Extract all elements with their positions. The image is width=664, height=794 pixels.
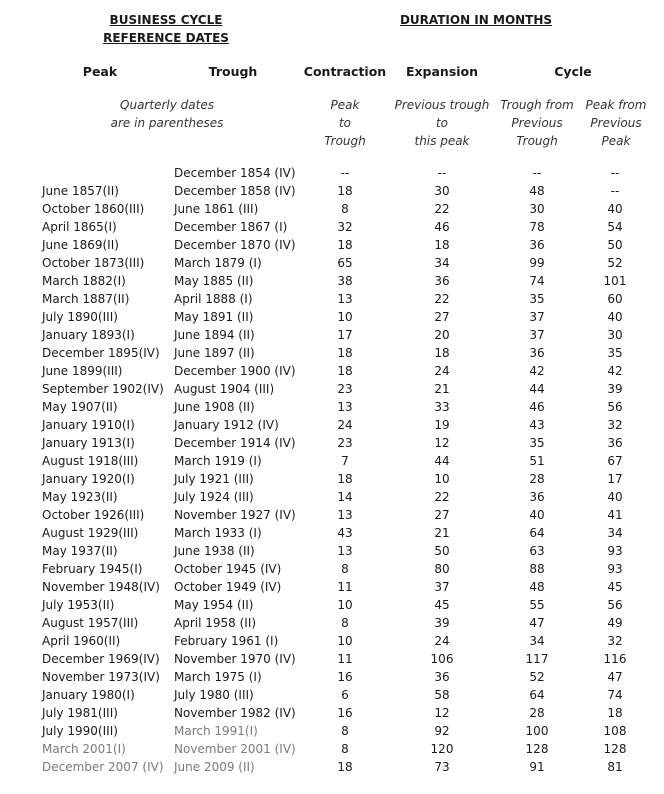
table-row (0, 524, 664, 542)
business-cycle-title: BUSINESS CYCLE (109, 13, 223, 27)
cycle-trough-months: 43 (529, 418, 545, 432)
expansion-months: 22 (434, 202, 450, 216)
table-row (0, 416, 664, 434)
expansion-months: 10 (434, 472, 450, 486)
table-row (0, 398, 664, 416)
table-row (0, 632, 664, 650)
contraction-note-line1: Peak (330, 98, 360, 112)
quarterly-note-line1: Quarterly dates (120, 98, 214, 112)
table-row (0, 560, 664, 578)
contraction-months: 6 (341, 688, 349, 702)
contraction-months: 8 (341, 562, 349, 576)
cycle-trough-months: 35 (529, 436, 545, 450)
trough-date: August 1904 (III) (174, 382, 275, 396)
expansion-months: -- (437, 166, 447, 180)
trough-date: March 1933 (I) (174, 526, 262, 540)
contraction-months: 13 (337, 508, 353, 522)
expansion-months: 37 (434, 580, 450, 594)
table-row (0, 596, 664, 614)
cycle-trough-months: 35 (529, 292, 545, 306)
reference-dates-table (0, 164, 664, 776)
cycle-trough-months: 100 (525, 724, 549, 738)
trough-date: December 1870 (IV) (174, 238, 296, 252)
trough-date: June 1894 (II) (174, 328, 255, 342)
peak-date: April 1960(II) (42, 634, 121, 648)
peak-date: December 2007 (IV) (42, 760, 164, 774)
table-row (0, 740, 664, 758)
duration-in-months-title: DURATION IN MONTHS (399, 13, 553, 27)
expansion-months: 27 (434, 508, 450, 522)
expansion-months: 22 (434, 490, 450, 504)
cycle-peak-months: -- (610, 166, 620, 180)
contraction-months: 8 (341, 202, 349, 216)
table-row (0, 614, 664, 632)
expansion-months: 39 (434, 616, 450, 630)
table-row (0, 200, 664, 218)
trough-date: May 1891 (II) (174, 310, 254, 324)
cycle-trough-months: 44 (529, 382, 545, 396)
table-row (0, 344, 664, 362)
expansion-months: 33 (434, 400, 450, 414)
expansion-months: 106 (430, 652, 454, 666)
expansion-months: 20 (434, 328, 450, 342)
expansion-note (392, 96, 492, 150)
expansion-months: 27 (434, 310, 450, 324)
peak-date: October 1860(III) (42, 202, 145, 216)
contraction-months: 8 (341, 616, 349, 630)
table-row (0, 470, 664, 488)
trough-date: May 1885 (II) (174, 274, 254, 288)
contraction-months: 17 (337, 328, 353, 342)
peak-date: July 1981(III) (42, 706, 118, 720)
cycle-peak-months: 116 (603, 652, 627, 666)
expansion-months: 46 (434, 220, 450, 234)
cycle-peak-months: 74 (607, 688, 623, 702)
table-row (0, 722, 664, 740)
peak-date: September 1902(IV) (42, 382, 164, 396)
contraction-months: 13 (337, 400, 353, 414)
trough-date: February 1961 (I) (174, 634, 279, 648)
peak-date: January 1980(I) (42, 688, 135, 702)
cycle-peak-months: 67 (607, 454, 623, 468)
cycle-peak-months: 81 (607, 760, 623, 774)
cycle-trough-months: 64 (529, 688, 545, 702)
expansion-months: 44 (434, 454, 450, 468)
contraction-months: 7 (341, 454, 349, 468)
table-row (0, 488, 664, 506)
trough-date: December 1867 (I) (174, 220, 288, 234)
column-header-cycle: Cycle (554, 64, 592, 79)
cycle-trough-months: 64 (529, 526, 545, 540)
expansion-months: 120 (430, 742, 454, 756)
cycle-peak-note-line2: Previous (590, 116, 642, 130)
peak-date: November 1948(IV) (42, 580, 160, 594)
contraction-months: 38 (337, 274, 353, 288)
contraction-months: 23 (337, 436, 353, 450)
expansion-note-line1: Previous trough (394, 98, 490, 112)
peak-date: October 1873(III) (42, 256, 145, 270)
column-header-expansion: Expansion (405, 64, 479, 79)
cycle-trough-months: 36 (529, 490, 545, 504)
cycle-peak-months: 41 (607, 508, 623, 522)
contraction-months: 8 (341, 724, 349, 738)
trough-date: December 1914 (IV) (174, 436, 296, 450)
trough-date: October 1949 (IV) (174, 580, 282, 594)
expansion-months: 24 (434, 364, 450, 378)
cycle-trough-months: 48 (529, 580, 545, 594)
cycle-trough-months: 51 (529, 454, 545, 468)
cycle-peak-months: -- (610, 184, 620, 198)
cycle-trough-months: 37 (529, 310, 545, 324)
peak-date: August 1929(III) (42, 526, 139, 540)
cycle-trough-months: 52 (529, 670, 545, 684)
expansion-months: 30 (434, 184, 450, 198)
cycle-trough-months: 117 (525, 652, 549, 666)
contraction-months: 11 (337, 580, 353, 594)
expansion-months: 21 (434, 382, 450, 396)
trough-date: March 1919 (I) (174, 454, 262, 468)
cycle-trough-months: 37 (529, 328, 545, 342)
expansion-months: 18 (434, 238, 450, 252)
expansion-months: 21 (434, 526, 450, 540)
contraction-months: 16 (337, 706, 353, 720)
cycle-trough-months: 63 (529, 544, 545, 558)
contraction-months: 18 (337, 184, 353, 198)
expansion-months: 73 (434, 760, 450, 774)
table-row (0, 668, 664, 686)
cycle-trough-months: 36 (529, 238, 545, 252)
trough-date: November 1970 (IV) (174, 652, 296, 666)
cycle-trough-months: 74 (529, 274, 545, 288)
cycle-trough-months: 99 (529, 256, 545, 270)
expansion-months: 12 (434, 706, 450, 720)
contraction-months: 10 (337, 598, 353, 612)
table-row (0, 452, 664, 470)
quarterly-note (100, 96, 234, 132)
peak-date: July 1990(III) (42, 724, 118, 738)
cycle-trough-months: -- (532, 166, 542, 180)
contraction-months: 43 (337, 526, 353, 540)
table-row (0, 272, 664, 290)
contraction-months: 18 (337, 364, 353, 378)
peak-date: March 1882(I) (42, 274, 126, 288)
peak-date: July 1890(III) (42, 310, 118, 324)
table-row (0, 380, 664, 398)
contraction-months: 11 (337, 652, 353, 666)
cycle-peak-months: 40 (607, 202, 623, 216)
trough-date: July 1980 (III) (174, 688, 254, 702)
cycle-peak-months: 40 (607, 310, 623, 324)
expansion-months: 80 (434, 562, 450, 576)
expansion-months: 50 (434, 544, 450, 558)
trough-date: June 1861 (III) (174, 202, 259, 216)
contraction-months: 13 (337, 292, 353, 306)
cycle-peak-months: 56 (607, 598, 623, 612)
contraction-months: 18 (337, 238, 353, 252)
expansion-months: 36 (434, 670, 450, 684)
table-row (0, 578, 664, 596)
expansion-months: 45 (434, 598, 450, 612)
contraction-months: 10 (337, 634, 353, 648)
cycle-trough-months: 36 (529, 346, 545, 360)
cycle-peak-note-line3: Peak (601, 134, 631, 148)
trough-date: March 1975 (I) (174, 670, 262, 684)
peak-date: June 1857(II) (42, 184, 119, 198)
cycle-peak-months: 30 (607, 328, 623, 342)
contraction-months: 23 (337, 382, 353, 396)
table-row (0, 758, 664, 776)
cycle-trough-months: 42 (529, 364, 545, 378)
peak-date: April 1865(I) (42, 220, 117, 234)
cycle-trough-months: 88 (529, 562, 545, 576)
peak-date: December 1895(IV) (42, 346, 160, 360)
cycle-peak-months: 32 (607, 418, 623, 432)
contraction-months: 16 (337, 670, 353, 684)
peak-date: March 2001(I) (42, 742, 126, 756)
cycle-trough-months: 40 (529, 508, 545, 522)
cycle-trough-note-line3: Trough (516, 134, 558, 148)
trough-date: November 1982 (IV) (174, 706, 296, 720)
peak-date: May 1907(II) (42, 400, 118, 414)
trough-date: November 2001 (IV) (174, 742, 296, 756)
table-row (0, 290, 664, 308)
peak-date: August 1957(III) (42, 616, 139, 630)
cycle-peak-months: 47 (607, 670, 623, 684)
cycle-peak-months: 50 (607, 238, 623, 252)
trough-date: June 1897 (II) (174, 346, 255, 360)
contraction-months: 32 (337, 220, 353, 234)
contraction-months: 8 (341, 742, 349, 756)
peak-date: November 1973(IV) (42, 670, 160, 684)
table-row (0, 236, 664, 254)
trough-date: July 1924 (III) (174, 490, 254, 504)
peak-date: October 1926(III) (42, 508, 145, 522)
cycle-peak-months: 40 (607, 490, 623, 504)
table-row (0, 164, 664, 182)
cycle-peak-months: 32 (607, 634, 623, 648)
cycle-trough-months: 28 (529, 706, 545, 720)
trough-date: December 1854 (IV) (174, 166, 296, 180)
expansion-note-line2: to (435, 116, 449, 130)
expansion-months: 18 (434, 346, 450, 360)
cycle-trough-months: 78 (529, 220, 545, 234)
trough-date: June 1938 (II) (174, 544, 255, 558)
trough-date: June 1908 (II) (174, 400, 255, 414)
cycle-peak-months: 18 (607, 706, 623, 720)
contraction-months: 65 (337, 256, 353, 270)
table-row (0, 686, 664, 704)
peak-date: June 1869(II) (42, 238, 119, 252)
contraction-months: 13 (337, 544, 353, 558)
contraction-months: 18 (337, 472, 353, 486)
table-row (0, 362, 664, 380)
trough-date: December 1858 (IV) (174, 184, 296, 198)
trough-date: December 1900 (IV) (174, 364, 296, 378)
cycle-peak-months: 128 (603, 742, 627, 756)
cycle-trough-months: 47 (529, 616, 545, 630)
expansion-months: 22 (434, 292, 450, 306)
peak-date: January 1910(I) (42, 418, 135, 432)
column-header-peak: Peak (82, 64, 118, 79)
table-row (0, 542, 664, 560)
trough-date: May 1954 (II) (174, 598, 254, 612)
cycle-peak-months: 36 (607, 436, 623, 450)
cycle-peak-months: 93 (607, 544, 623, 558)
expansion-months: 24 (434, 634, 450, 648)
table-row (0, 218, 664, 236)
trough-date: October 1945 (IV) (174, 562, 282, 576)
contraction-months: 18 (337, 346, 353, 360)
cycle-peak-months: 17 (607, 472, 623, 486)
quarterly-note-line2: are in parentheses (110, 116, 224, 130)
column-header-contraction: Contraction (303, 64, 387, 79)
contraction-note-line3: Trough (324, 134, 366, 148)
cycle-peak-months: 34 (607, 526, 623, 540)
cycle-peak-months: 52 (607, 256, 623, 270)
cycle-trough-months: 46 (529, 400, 545, 414)
cycle-peak-months: 42 (607, 364, 623, 378)
cycle-trough-months: 30 (529, 202, 545, 216)
peak-date: August 1918(III) (42, 454, 139, 468)
cycle-trough-note (496, 96, 578, 150)
cycle-peak-months: 45 (607, 580, 623, 594)
cycle-trough-note-line2: Previous (511, 116, 563, 130)
table-row (0, 254, 664, 272)
peak-date: February 1945(I) (42, 562, 143, 576)
peak-date: May 1937(II) (42, 544, 118, 558)
table-row (0, 434, 664, 452)
cycle-peak-months: 49 (607, 616, 623, 630)
trough-date: April 1888 (I) (174, 292, 253, 306)
contraction-note (310, 96, 380, 150)
cycle-peak-months: 101 (603, 274, 627, 288)
expansion-months: 19 (434, 418, 450, 432)
contraction-note-line2: to (338, 116, 352, 130)
cycle-peak-months: 39 (607, 382, 623, 396)
peak-date: May 1923(II) (42, 490, 118, 504)
trough-date: January 1912 (IV) (174, 418, 279, 432)
cycle-peak-months: 108 (603, 724, 627, 738)
expansion-months: 58 (434, 688, 450, 702)
table-row (0, 704, 664, 722)
peak-date: January 1913(I) (42, 436, 135, 450)
peak-date: July 1953(II) (42, 598, 115, 612)
table-row (0, 326, 664, 344)
expansion-note-line3: this peak (414, 134, 470, 148)
trough-date: March 1991(I) (174, 724, 258, 738)
cycle-peak-months: 56 (607, 400, 623, 414)
cycle-trough-months: 28 (529, 472, 545, 486)
trough-date: November 1927 (IV) (174, 508, 296, 522)
cycle-peak-months: 35 (607, 346, 623, 360)
peak-date: June 1899(III) (42, 364, 123, 378)
peak-date: January 1893(I) (42, 328, 135, 342)
column-header-trough: Trough (208, 64, 258, 79)
contraction-months: 24 (337, 418, 353, 432)
expansion-months: 12 (434, 436, 450, 450)
reference-dates-title: REFERENCE DATES (103, 31, 229, 45)
cycle-peak-note (580, 96, 652, 150)
cycle-peak-months: 60 (607, 292, 623, 306)
cycle-trough-note-line1: Trough from (500, 98, 574, 112)
table-row (0, 506, 664, 524)
cycle-trough-months: 34 (529, 634, 545, 648)
peak-date: January 1920(I) (42, 472, 135, 486)
contraction-months: -- (340, 166, 350, 180)
trough-date: July 1921 (III) (174, 472, 254, 486)
trough-date: April 1958 (II) (174, 616, 257, 630)
contraction-months: 18 (337, 760, 353, 774)
contraction-months: 10 (337, 310, 353, 324)
expansion-months: 36 (434, 274, 450, 288)
contraction-months: 14 (337, 490, 353, 504)
table-row (0, 182, 664, 200)
table-row (0, 308, 664, 326)
cycle-peak-note-line1: Peak from (585, 98, 647, 112)
cycle-peak-months: 54 (607, 220, 623, 234)
cycle-trough-months: 128 (525, 742, 549, 756)
cycle-peak-months: 93 (607, 562, 623, 576)
expansion-months: 92 (434, 724, 450, 738)
trough-date: March 1879 (I) (174, 256, 262, 270)
peak-date: March 1887(II) (42, 292, 130, 306)
cycle-trough-months: 91 (529, 760, 545, 774)
table-row (0, 650, 664, 668)
cycle-trough-months: 55 (529, 598, 545, 612)
peak-date: December 1969(IV) (42, 652, 160, 666)
expansion-months: 34 (434, 256, 450, 270)
trough-date: June 2009 (II) (174, 760, 255, 774)
cycle-trough-months: 48 (529, 184, 545, 198)
